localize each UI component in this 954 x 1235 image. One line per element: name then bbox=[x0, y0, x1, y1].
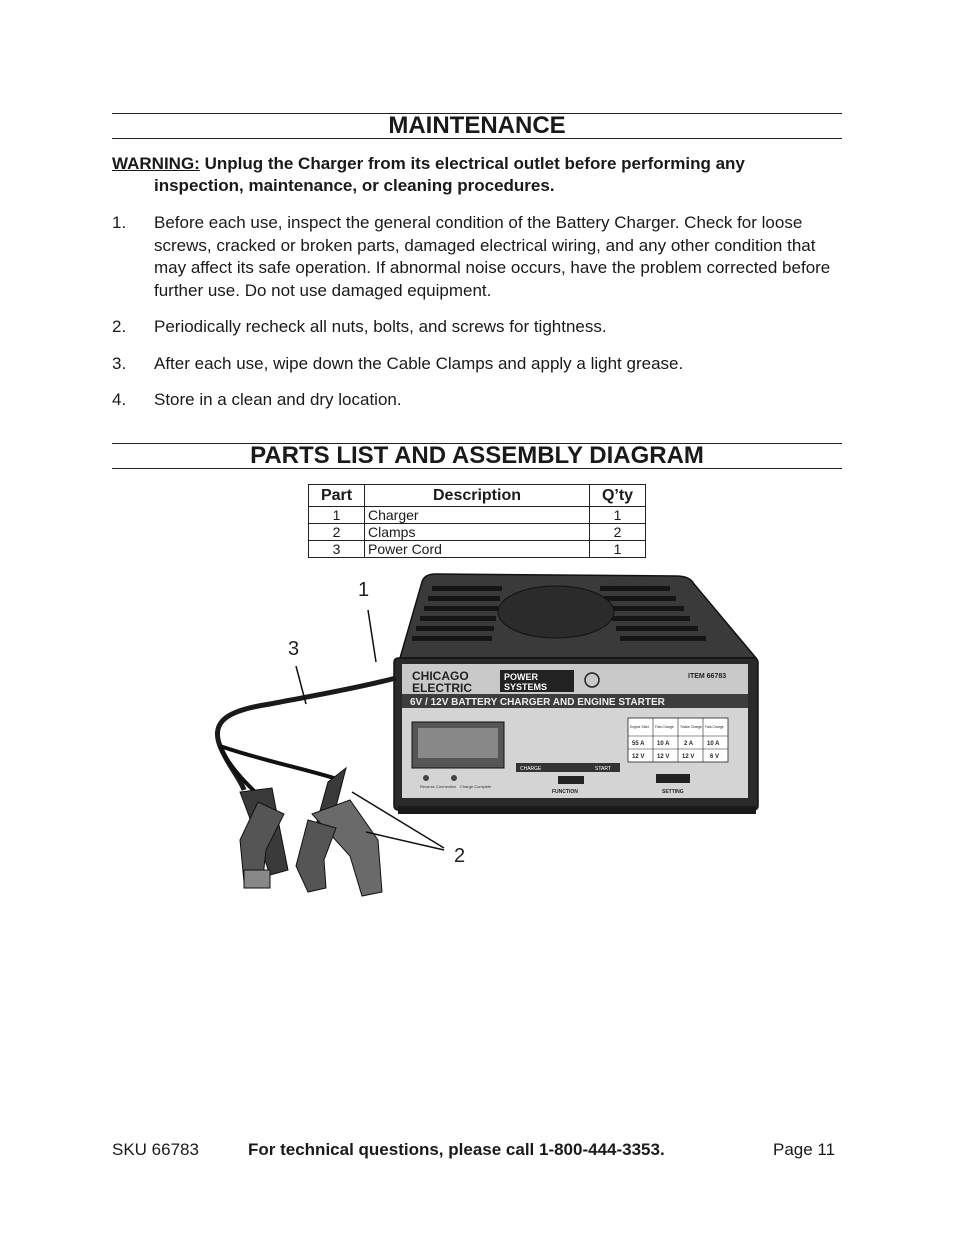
step-number: 2. bbox=[112, 317, 127, 336]
power-cord bbox=[217, 678, 396, 790]
reverse-connection-indicator-icon bbox=[423, 775, 429, 781]
setting-switch bbox=[656, 774, 690, 783]
footer-contact: For technical questions, please call 1-800-444-3353. bbox=[248, 1140, 665, 1159]
maintenance-step bbox=[112, 316, 832, 339]
table-row bbox=[309, 541, 646, 558]
setting-header: Engine Start bbox=[630, 725, 649, 729]
step-text: Before each use, inspect the general condition of the Battery Charger. Check for loose screws, cracked or broken parts, damaged electrical wiring, and any other condition that may affect its safe operation. If abnormal noise occurs, have the problem corrected before further use. Do not use damaged equipment. bbox=[154, 213, 831, 300]
part-qty: 1 bbox=[590, 541, 646, 558]
setting-volts: 12 V bbox=[632, 754, 645, 760]
function-label: FUNCTION bbox=[552, 789, 578, 795]
table-row bbox=[309, 524, 646, 541]
footer-sku: SKU 66783 bbox=[112, 1140, 199, 1159]
step-number: 4. bbox=[112, 390, 127, 409]
brand-badge-line2: SYSTEMS bbox=[504, 682, 548, 692]
part-description: Power Cord bbox=[365, 541, 590, 558]
part-qty: 2 bbox=[590, 524, 646, 541]
charge-complete-label: Charge Complete bbox=[460, 784, 492, 789]
parts-heading: PARTS LIST AND ASSEMBLY DIAGRAM bbox=[112, 443, 842, 469]
brand-logo bbox=[412, 669, 599, 695]
callout-3: 3 bbox=[288, 638, 300, 660]
setting-volts: 6 V bbox=[710, 754, 720, 760]
maintenance-step bbox=[112, 389, 832, 412]
step-number: 1. bbox=[112, 213, 127, 232]
parts-table bbox=[308, 484, 646, 558]
setting-volts: 12 V bbox=[682, 754, 695, 760]
step-text: Periodically recheck all nuts, bolts, and screws for tightness. bbox=[154, 317, 607, 336]
step-text: After each use, wipe down the Cable Clamps and apply a light grease. bbox=[154, 353, 684, 373]
setting-amps: 55 A bbox=[632, 741, 645, 747]
warning-text-line2: inspection, maintenance, or cleaning procedures. bbox=[154, 176, 555, 195]
part-number: 3 bbox=[309, 541, 365, 558]
start-label: START bbox=[595, 766, 611, 772]
battery-clamp bbox=[240, 788, 288, 888]
setting-header: Fast Charge bbox=[655, 725, 674, 729]
warning-text-line1: Unplug the Charger from its electrical outlet before performing any bbox=[204, 154, 745, 173]
part-number: 2 bbox=[309, 524, 365, 541]
function-switch bbox=[558, 776, 584, 784]
part-number: 1 bbox=[309, 507, 365, 524]
table-header-row bbox=[309, 485, 646, 507]
part-description: Clamps bbox=[365, 524, 590, 541]
reverse-connection-label: Reverse Connection bbox=[420, 784, 457, 789]
callout-2: 2 bbox=[454, 845, 466, 867]
col-header-qty: Q’ty bbox=[590, 485, 646, 507]
col-header-part: Part bbox=[309, 485, 365, 507]
table-row bbox=[309, 507, 646, 524]
part-description: Charger bbox=[365, 507, 590, 524]
brand-badge-line1: POWER bbox=[504, 672, 539, 682]
setting-volts: 12 V bbox=[657, 754, 670, 760]
product-title: 6V / 12V BATTERY CHARGER AND ENGINE STARTER bbox=[410, 697, 665, 708]
setting-header: Trickle Charge bbox=[680, 725, 702, 729]
callout-1: 1 bbox=[358, 579, 370, 601]
setting-table bbox=[628, 718, 728, 762]
col-header-description: Description bbox=[365, 485, 590, 507]
brand-name-line1: CHICAGO bbox=[412, 669, 469, 683]
brand-name-line2: ELECTRIC bbox=[412, 681, 472, 695]
maintenance-step bbox=[112, 353, 832, 376]
setting-label: SETTING bbox=[662, 789, 684, 795]
step-text: Store in a clean and dry location. bbox=[154, 390, 402, 409]
part-qty: 1 bbox=[590, 507, 646, 524]
step-number: 3. bbox=[112, 353, 127, 373]
callout-leader-1 bbox=[368, 610, 376, 662]
warning-label: WARNING: bbox=[112, 154, 200, 173]
maintenance-steps bbox=[112, 212, 832, 426]
warning-notice bbox=[112, 153, 832, 197]
setting-amps: 2 A bbox=[684, 741, 694, 747]
setting-amps: 10 A bbox=[707, 741, 720, 747]
setting-header: Fast Charge bbox=[705, 725, 724, 729]
page-number: Page 11 bbox=[773, 1140, 836, 1159]
assembly-diagram bbox=[200, 570, 770, 910]
charge-complete-indicator-icon bbox=[451, 775, 457, 781]
maintenance-step bbox=[112, 212, 832, 302]
maintenance-heading: MAINTENANCE bbox=[112, 113, 842, 139]
setting-amps: 10 A bbox=[657, 741, 670, 747]
item-label: ITEM 66783 bbox=[688, 673, 727, 680]
charge-label: CHARGE bbox=[520, 766, 542, 772]
